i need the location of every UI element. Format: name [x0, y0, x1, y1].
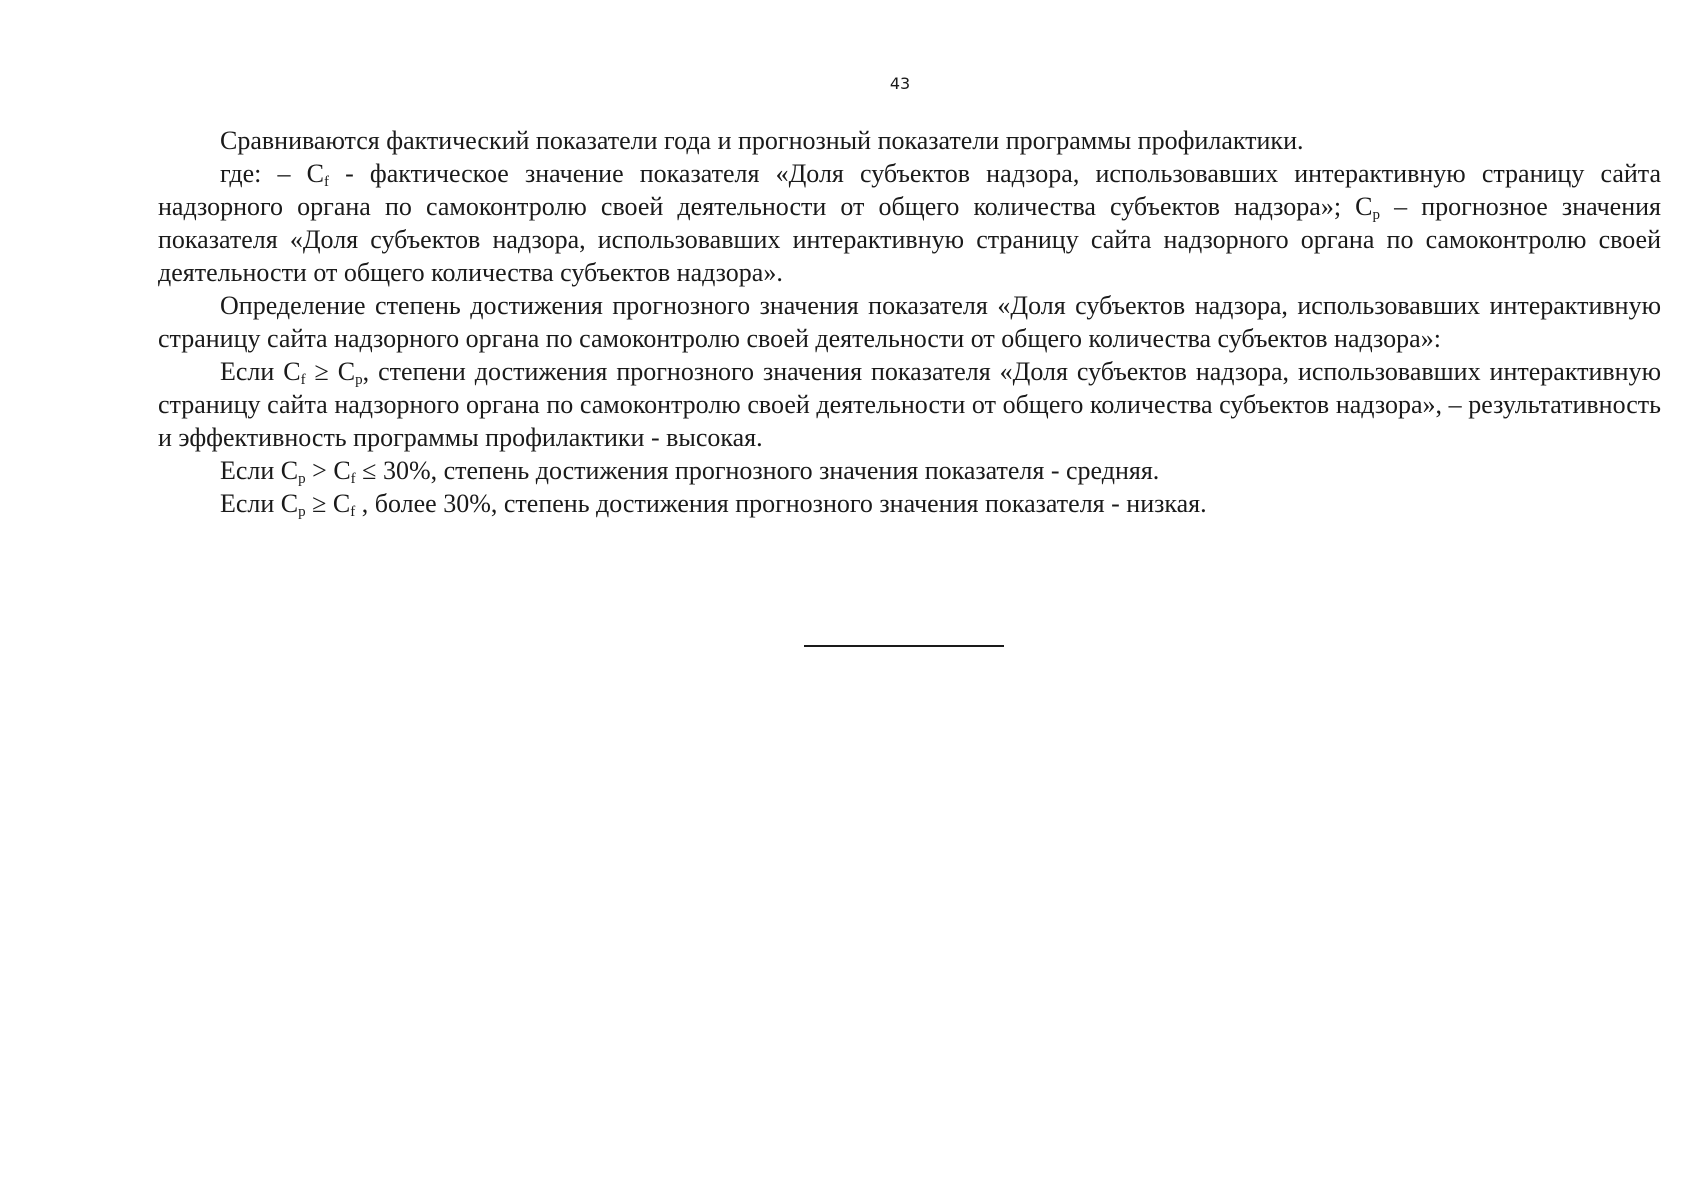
- subscript-p: p: [298, 504, 306, 520]
- paragraph-comparison: Сравниваются фактический показатели года и прогнозный показатели программы профилактики.: [220, 126, 1304, 155]
- subscript-f: f: [323, 174, 329, 190]
- subscript-p: p: [1372, 207, 1381, 223]
- definitions-suffix: – прогнозное значения показателя «Доля субъектов надзора, использовавших интерактивную страницу сайта надзорного органа по самоконтролю своей деятельности от общего количества субъектов надзора».: [158, 192, 1662, 287]
- condition-low-suffix: , более 30%, степень достижения прогнозного значения показателя - низкая.: [355, 489, 1207, 518]
- subscript-f: f: [350, 504, 356, 520]
- condition-low-operator: ≥ C: [305, 489, 351, 518]
- paragraph-determination: Определение степень достижения прогнозного значения показателя «Доля субъектов надзора, использовавших интерактивную страницу сайта надзорного органа по самоконтролю своей деятельности от общего количества субъектов надзора»:: [158, 291, 1661, 353]
- paragraph-definitions: [158, 157, 1661, 289]
- condition-medium-operator: > C: [305, 456, 351, 485]
- end-divider-line: [804, 645, 1004, 647]
- definitions-mid: - фактическое значение показателя «Доля субъектов надзора, использовавших интерактивную страницу сайта надзорного органа по самоконтролю своей деятельности от общего количества субъектов надзора»; C: [158, 159, 1662, 221]
- page-number: 43: [889, 74, 911, 93]
- subscript-f: f: [300, 372, 306, 388]
- condition-low-prefix: Если C: [220, 489, 299, 518]
- condition-high-prefix: Если C: [220, 357, 301, 386]
- definitions-prefix: где: – C: [220, 159, 324, 188]
- document-body: [158, 124, 1661, 520]
- paragraph-condition-low: [158, 487, 1661, 520]
- subscript-f: f: [350, 471, 356, 487]
- condition-high-operator: ≥ C: [305, 357, 356, 386]
- paragraph-condition-high: [158, 355, 1661, 454]
- condition-high-suffix: , степени достижения прогнозного значения показателя «Доля субъектов надзора, использовавших интерактивную страницу сайта надзорного органа по самоконтролю своей деятельности от общего количества субъектов надзора», – результативность и эффективность программы профилактики - высокая.: [158, 357, 1661, 452]
- subscript-p: p: [355, 372, 363, 388]
- paragraph-condition-medium: [158, 454, 1661, 487]
- condition-medium-suffix: ≤ 30%, степень достижения прогнозного значения показателя - средняя.: [355, 456, 1160, 485]
- condition-medium-prefix: Если C: [220, 456, 299, 485]
- subscript-p: p: [298, 471, 306, 487]
